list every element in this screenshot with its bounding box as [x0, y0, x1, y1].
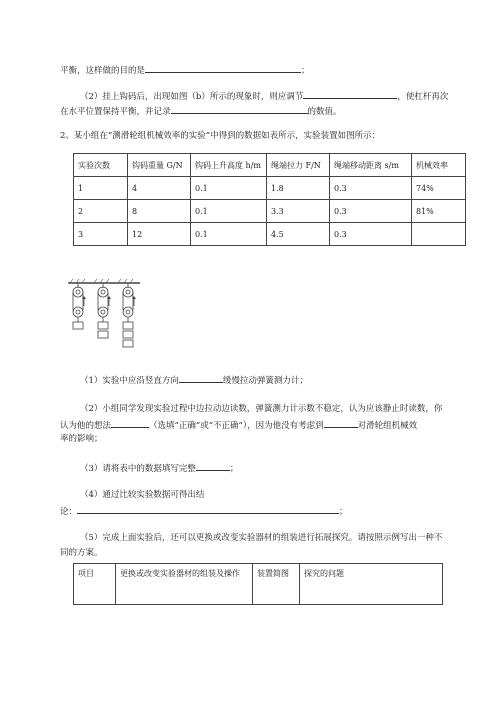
table-header-cell: 钩码上升高度 h/m: [191, 154, 267, 177]
text: 平衡，这样做的目的是: [60, 66, 146, 76]
table-cell: 4: [128, 177, 191, 200]
q1-line-b: [80, 89, 448, 103]
q2-part2-line1: （2）小组同学发现实验过程中边拉动边读数，弹簧测力计示数不稳定，认为应该静止时读数，你: [80, 404, 443, 414]
table-header-cell: 项目: [74, 564, 116, 605]
q1-line-a: [60, 63, 310, 77]
answer-cell[interactable]: [412, 223, 466, 246]
text: （1）实验中应沿竖直方向: [80, 376, 179, 386]
table-cell: 4.5: [267, 223, 330, 246]
q2-part2-line3: 率的影响；: [60, 434, 103, 444]
pulley-apparatus-figure: [68, 278, 148, 360]
text: ；: [339, 507, 348, 517]
table-cell: 0.1: [191, 200, 267, 223]
table-header-cell: 更换或改变实验器材的组装及操作: [116, 564, 253, 605]
answer-blank[interactable]: [324, 418, 358, 428]
q2-part5-line2: 同的方案。: [60, 548, 103, 558]
answer-blank[interactable]: [111, 418, 149, 428]
q2-intro: 2、某小组在“测滑轮组机械效率的实验”中得到的数据如表所示，实验装置如图所示：: [60, 131, 381, 141]
table-cell: 0.3: [330, 200, 412, 223]
text: 的数值。: [307, 107, 342, 117]
table-header-cell: 探究的问题: [300, 564, 443, 605]
q2-part2-line2: [60, 418, 417, 432]
table-cell: 8: [128, 200, 191, 223]
table-cell: 1.8: [267, 177, 330, 200]
table-cell: 0.1: [191, 177, 267, 200]
text: ；: [229, 464, 239, 474]
table-header-row: [74, 564, 443, 605]
text: 对滑轮组机械效: [357, 421, 418, 431]
table-cell: 0.3: [330, 177, 412, 200]
table-row: [74, 177, 466, 200]
table-cell: 74%: [412, 177, 466, 200]
answer-blank[interactable]: [77, 504, 339, 514]
table-header-cell: 绳端拉力 F/N: [267, 154, 330, 177]
table-cell: 1: [74, 177, 128, 200]
q2-part1: [80, 373, 308, 387]
answer-blank[interactable]: [196, 461, 230, 471]
q2-part3: [80, 461, 238, 475]
q1-line-c: [60, 104, 342, 118]
text: 论：: [60, 507, 78, 517]
table-header-cell: 钩码重量 G/N: [128, 154, 191, 177]
table-row: [74, 200, 466, 223]
text: 在水平位置保持平衡，并记录: [60, 107, 171, 117]
table-header-row: [74, 154, 466, 177]
table-row: [74, 223, 466, 246]
text: （3）请将表中的数据填写完整: [80, 464, 196, 474]
answer-blank[interactable]: [145, 63, 301, 73]
table-cell: 81%: [412, 200, 466, 223]
text: （2）挂上钩码后，出现如图（b）所示的现象时，则应调节: [80, 92, 304, 102]
data-table: [73, 153, 466, 246]
text: ；: [301, 66, 310, 76]
table-cell: 0.3: [330, 223, 412, 246]
table-cell: 12: [128, 223, 191, 246]
table-cell: 2: [74, 200, 128, 223]
q2-part4-line1: （4）通过比较实验数据可得出结: [80, 490, 205, 500]
answer-blank[interactable]: [303, 89, 397, 99]
answer-blank[interactable]: [171, 104, 308, 114]
table-header-cell: 实验次数: [74, 154, 128, 177]
text: 认为他的想法: [60, 421, 112, 431]
answer-blank[interactable]: [179, 373, 223, 383]
table-header-cell: 装置简图: [253, 564, 300, 605]
table-header-cell: 机械效率: [412, 154, 466, 177]
text: 缓慢拉动弹簧测力计；: [222, 376, 308, 386]
text: （选填“正确”或“不正确”），因为他没有考虑到: [149, 421, 324, 431]
text: ，使杠杆再次: [397, 92, 449, 102]
q2-part4-line2: [60, 504, 348, 518]
table-cell: 3.3: [267, 200, 330, 223]
plan-table: [73, 563, 443, 605]
table-header-cell: 绳端移动距离 s/m: [330, 154, 412, 177]
table-cell: 3: [74, 223, 128, 246]
table-cell: 0.1: [191, 223, 267, 246]
q2-part5-line1: （5）完成上面实验后，还可以更换或改变实验器材的组装进行拓展探究。请按照示例写出一种不: [80, 533, 443, 543]
